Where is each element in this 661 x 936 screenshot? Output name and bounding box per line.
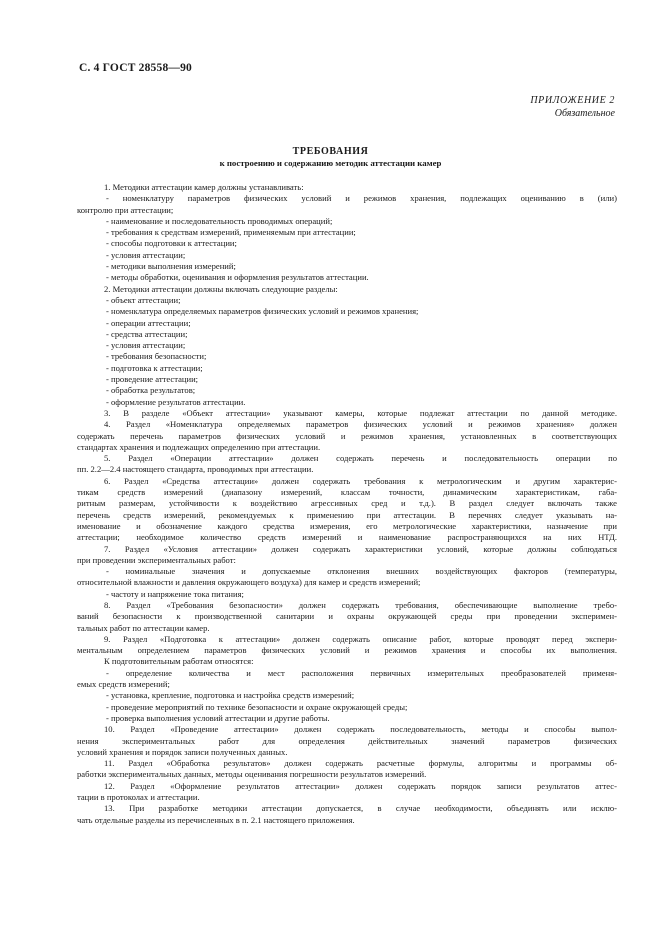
appendix-label: ПРИЛОЖЕНИЕ 2	[530, 95, 615, 106]
text-line: 3. В разделе «Объект аттестации» указывают камеры, которые подлежат аттестации по данной методике.	[104, 407, 617, 418]
text-line: тации в протоколах и аттестации.	[77, 792, 200, 803]
text-line: - требования к средствам измерений, применяемым при аттестации;	[106, 227, 356, 238]
text-line: содержать перечень параметров физических условий и режимов хранения, установленных в соответствующих	[77, 430, 617, 441]
text-line: - оформление результатов аттестации.	[106, 396, 246, 407]
document-title: ТРЕБОВАНИЯ	[292, 146, 369, 157]
text-line: относительной влажности и давления окружающего воздуха) для камер и средств измерений;	[77, 577, 421, 588]
text-line: - средства аттестации;	[106, 328, 188, 339]
text-line: 4. Раздел «Номенклатура определяемых параметров физических условий и режимов хранения» должен	[104, 419, 617, 430]
text-line: - операции аттестации;	[106, 317, 191, 328]
page-header: С. 4 ГОСТ 28558—90	[79, 62, 192, 74]
text-line: - частоту и напряжение тока питания;	[106, 588, 244, 599]
text-line: ваний безопасности к производственной санитарии и охраны окружающей среды при проведении эксперимен-	[77, 611, 617, 622]
text-line: контролю при аттестации;	[77, 204, 174, 215]
text-line: - определение количества и мест расположения первичных измерительных преобразователей применя-	[106, 667, 617, 678]
text-line: - подготовка к аттестации;	[106, 362, 203, 373]
text-line: чать отдельные разделы из перечисленных в п. 2.1 настоящего приложения.	[77, 814, 355, 825]
text-line: 2. Методики аттестации должны включать следующие разделы:	[104, 283, 338, 294]
text-line: - методы обработки, оценивания и оформления результатов аттестации.	[106, 272, 369, 283]
text-line: - проверка выполнения условий аттестации и другие работы.	[106, 712, 330, 723]
text-line: 10. Раздел «Проведение аттестации» должен содержать последовательность, методы и способы выпол-	[104, 724, 617, 735]
text-line: - требования безопасности;	[106, 351, 207, 362]
text-line: 5. Раздел «Операции аттестации» должен содержать перечень и последовательность операции по	[104, 453, 617, 464]
text-line: емых средств измерений;	[77, 679, 170, 690]
text-line: 1. Методики аттестации камер должны устанавливать:	[104, 182, 304, 192]
text-line: при проведении экспериментальных работ:	[77, 554, 236, 565]
text-line: - наименование и последовательность проводимых операций;	[106, 215, 333, 226]
text-line: ритным размерам, устойчивости к воздействию агрессивных сред и т.д.). В раздел следует включать также	[77, 498, 617, 509]
text-line: - номенклатуру параметров физических условий и режимов хранения, подлежащих оцениванию в (или)	[106, 193, 617, 204]
text-line: - условия аттестации;	[106, 340, 186, 351]
text-line: стандартах хранения и подлежащих определению при аттестации.	[77, 441, 321, 452]
text-line: - проведение аттестации;	[106, 374, 199, 385]
text-line: 12. Раздел «Оформление результатов аттестации» должен содержать порядок записи результатов аттес-	[104, 780, 617, 791]
text-line: работки экспериментальных данных, методы оценивания погрешности результатов измерений.	[77, 769, 427, 780]
text-line: перечень средств измерений, рекомендуемых к применению при аттестации. В перечнях следует указывать на-	[77, 509, 617, 520]
text-line: именование и обозначение каждого средства измерения, его метрологические характеристики, назначение при	[77, 520, 617, 531]
text-line: - установка, крепление, подготовка и настройка средств измерений;	[106, 690, 355, 701]
text-line: - объект аттестации;	[106, 294, 181, 305]
text-line: 13. При разработке методики аттестации допускается, в случае необходимости, объединять или исклю-	[104, 803, 617, 814]
text-line: - номинальные значения и допускаемые отклонения внешних воздействующих факторов (температуры,	[106, 566, 617, 577]
text-line: 11. Раздел «Обработка результатов» должен содержать расчетные формулы, алгоритмы и программы об-	[104, 758, 617, 769]
text-line: - методики выполнения измерений;	[106, 261, 236, 272]
text-line: К подготовительным работам относятся:	[104, 656, 254, 667]
text-line: нения экспериментальных работ для определения действительных значений параметров физических	[77, 735, 617, 746]
text-line: пп. 2.2—2.4 настоящего стандарта, проводимых при аттестации.	[77, 464, 314, 475]
text-line: 6. Раздел «Средства аттестации» должен содержать требования к метрологическим и другим характерис-	[104, 475, 617, 486]
text-line: тикам средств измерений (диапазону измерений, классам точности, динамическим характеристикам, габа-	[77, 487, 617, 498]
text-line: - способы подготовки к аттестации;	[106, 238, 237, 249]
text-line: - обработка результатов;	[106, 385, 196, 396]
appendix-status: Обязательное	[554, 108, 615, 119]
text-line: тальных работ по аттестации камер.	[77, 622, 210, 633]
text-line: 9. Раздел «Подготовка к аттестации» должен содержать описание работ, которые проводят перед экспери-	[104, 633, 617, 644]
text-line: - номенклатура определяемых параметров физических условий и режимов хранения;	[106, 306, 419, 317]
text-line: - условия аттестации;	[106, 249, 186, 260]
text-line: - проведение мероприятий по технике безопасности и охране окружающей среды;	[106, 701, 408, 712]
text-line: условий хранения и порядок записи полученных данных.	[77, 746, 288, 757]
document-subtitle: к построению и содержанию методик аттестации камер	[219, 158, 442, 168]
text-line: 7. Раздел «Условия аттестации» должен содержать характеристики условий, которые должны соблюдаться	[104, 543, 617, 554]
body-text	[77, 182, 617, 826]
appendix-label-block	[530, 94, 615, 120]
text-line: аттестации; необходимое количество средств измерений и наименование распространяющихся на них НТД.	[77, 532, 617, 543]
text-line: ментальным определением параметров физических условий и режимов хранения и способы их выполнения.	[77, 645, 617, 656]
text-line: 8. Раздел «Требования безопасности» должен содержать требования, обеспечивающие выполнение требо-	[104, 599, 617, 610]
